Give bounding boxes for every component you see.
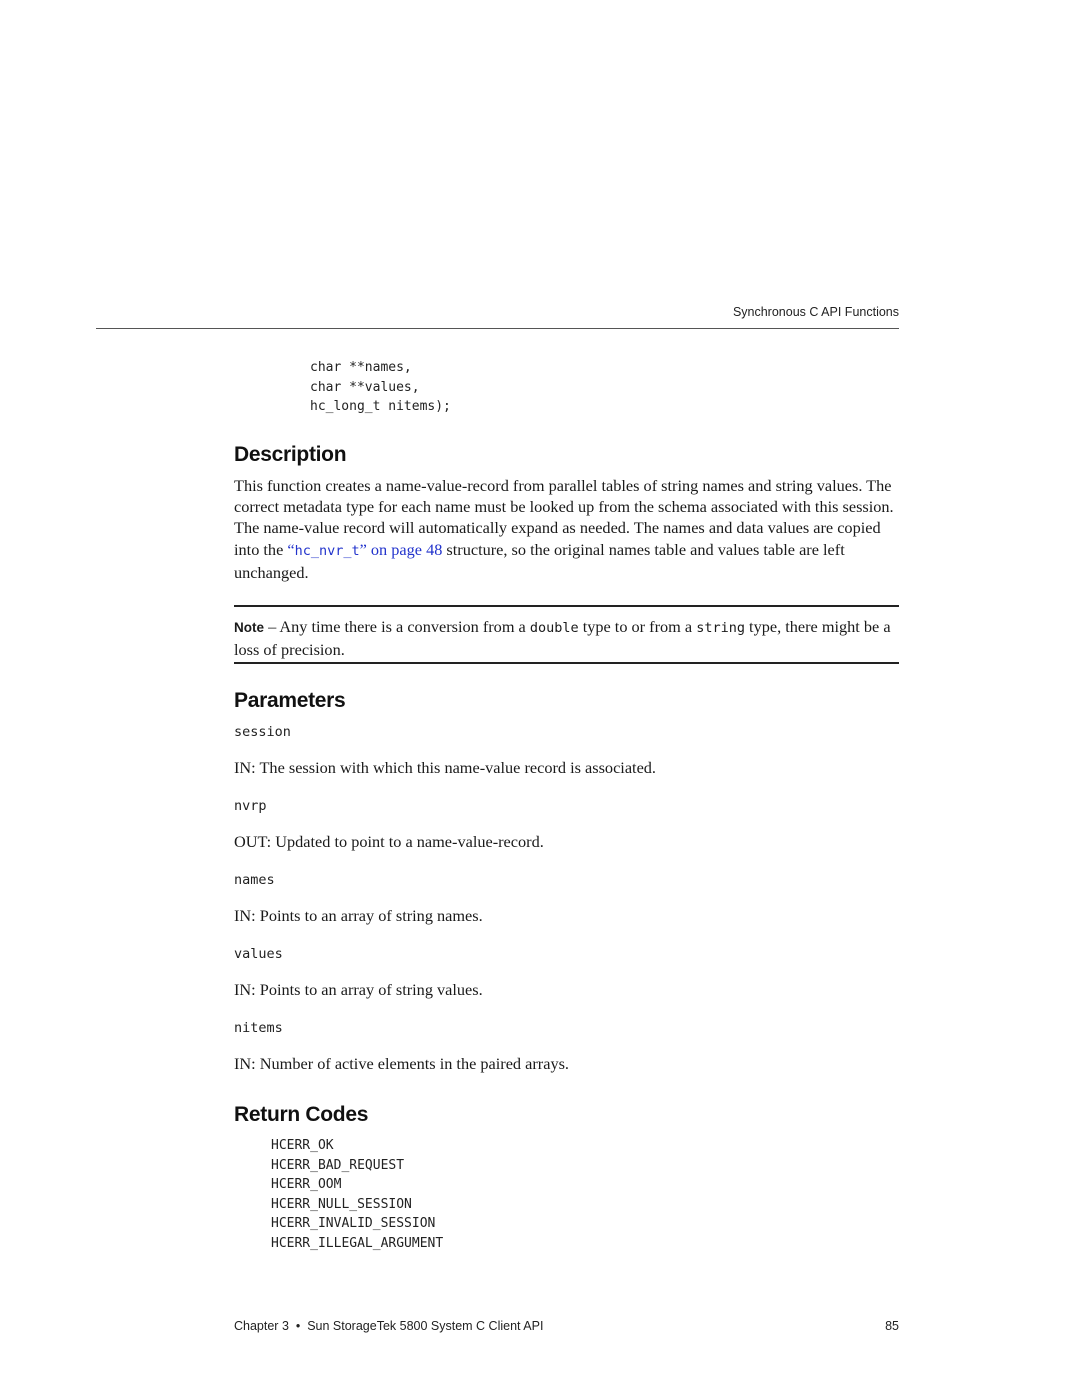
- footer-separator: •: [295, 1319, 301, 1333]
- note-top-rule: [234, 605, 899, 607]
- footer-chapter-label: Chapter 3: [234, 1319, 289, 1333]
- description-paragraph: [234, 475, 900, 583]
- parameters-heading: Parameters: [234, 689, 346, 712]
- description-text: This function creates a name-value-record from parallel tables of string names and string values. The correct metadata type for each name must be looked up from the schema associated with this session. The name-value record will automatically expand as needed. The names and data values are copied into the: [234, 476, 894, 559]
- param-name-session: session: [234, 724, 291, 740]
- param-desc-nitems: IN: Number of active elements in the paired arrays.: [234, 1054, 569, 1073]
- footer-book-title: Sun StorageTek 5800 System C Client API: [307, 1319, 544, 1333]
- description-heading: Description: [234, 443, 347, 466]
- signature-line: char **names,: [310, 360, 412, 375]
- note-label: Note: [234, 620, 264, 635]
- hc-nvr-t-link[interactable]: “hc_nvr_t” on page 48: [287, 539, 443, 559]
- param-desc-names: IN: Points to an array of string names.: [234, 906, 483, 925]
- param-desc-nvrp: OUT: Updated to point to a name-value-record.: [234, 832, 544, 851]
- function-signature: [310, 358, 451, 417]
- return-code: HCERR_BAD_REQUEST: [271, 1157, 405, 1173]
- code-double: double: [529, 620, 579, 636]
- signature-line: char **values,: [310, 379, 420, 395]
- header-rule: [96, 328, 899, 329]
- param-desc-session: IN: The session with which this name-value record is associated.: [234, 758, 657, 777]
- page-number: 85: [885, 1319, 899, 1333]
- note-bottom-rule: [234, 662, 899, 664]
- running-header: Synchronous C API Functions: [732, 305, 899, 319]
- return-code: HCERR_INVALID_SESSION: [271, 1216, 436, 1231]
- return-code: HCERR_ILLEGAL_ARGUMENT: [271, 1235, 444, 1251]
- link-code: hc_nvr_t: [294, 542, 360, 559]
- code-string: string: [696, 620, 745, 636]
- return-codes-list: [271, 1136, 443, 1253]
- return-code: HCERR_OOM: [271, 1177, 342, 1192]
- return-code: HCERR_NULL_SESSION: [271, 1196, 412, 1212]
- param-name-nitems: nitems: [234, 1020, 283, 1036]
- footer-chapter: [234, 1319, 543, 1333]
- param-name-nvrp: nvrp: [234, 798, 267, 814]
- return-code: HCERR_OK: [271, 1138, 334, 1153]
- signature-line: hc_long_t nitems);: [310, 399, 451, 414]
- description-text-tail: structure, so the original names table and values table are left unchanged.: [234, 539, 845, 582]
- note-paragraph: Note – Any time there is a conversion from a double type to or from a string type, there might be a loss of precision.: [234, 617, 891, 660]
- return-codes-heading: Return Codes: [234, 1103, 369, 1126]
- param-desc-values: IN: Points to an array of string values.: [234, 980, 483, 999]
- param-name-names: names: [234, 872, 275, 888]
- param-name-values: values: [234, 946, 283, 962]
